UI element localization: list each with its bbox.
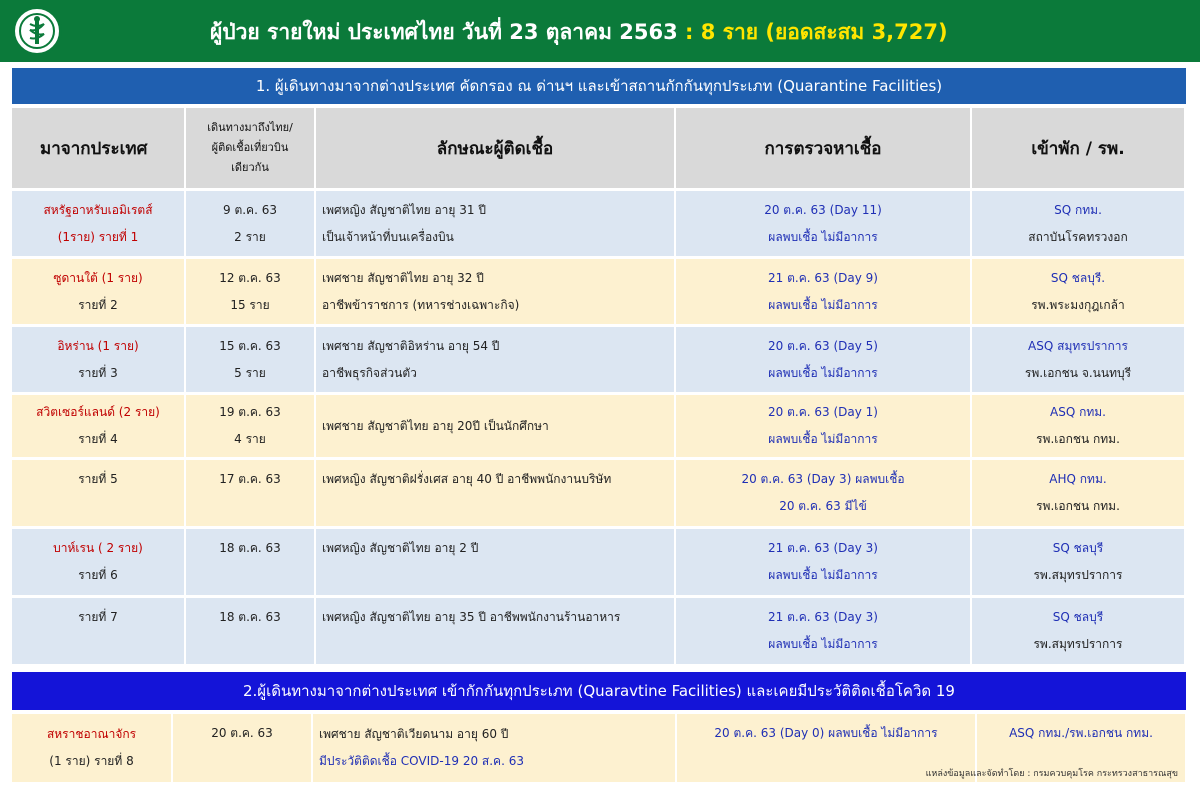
table-row <box>12 460 1186 529</box>
quarantine-site: ASQ สมุทรปราการ <box>1028 338 1128 353</box>
characteristics-line-1: เพศหญิง สัญชาติฝรั่งเศส อายุ 40 ปี อาชีพพนักงานบริษัท <box>322 472 612 486</box>
hospital-name: สถาบันโรคทรวงอก <box>1028 229 1128 244</box>
country-cell <box>12 395 186 460</box>
header-country: มาจากประเทศ <box>12 108 186 191</box>
case-number: (1ราย) รายที่ 1 <box>57 229 139 244</box>
flight-count: 5 ราย <box>234 365 266 380</box>
characteristics-line-2: อาชีพข้าราชการ (ทหารช่างเฉพาะกิจ) <box>322 297 520 312</box>
testing-cell <box>676 598 972 667</box>
characteristics-line-1: เพศชาย สัญชาติเวียดนาม อายุ 60 ปี <box>319 727 509 741</box>
table-row <box>12 598 1186 667</box>
arrival-date: 15 ต.ค. 63 <box>219 338 281 353</box>
section-1-title: 1. ผู้เดินทางมาจากต่างประเทศ คัดกรอง ณ ด่านฯ และเข้าสถานกักกันทุกประเภท (Quarantine Facilities) <box>12 68 1186 104</box>
hospital-name: รพ.เอกชน จ.นนทบุรี <box>1024 365 1132 380</box>
quarantine-site: ASQ กทม. <box>1050 405 1106 419</box>
characteristics-cell <box>316 529 676 598</box>
spacer-line <box>322 493 668 520</box>
country-name: บาห์เรน ( 2 ราย) <box>53 541 143 555</box>
new-cases-table <box>12 108 1186 667</box>
arrival-cell <box>186 191 316 259</box>
characteristics-cell <box>316 598 676 667</box>
case-number: รายที่ 5 <box>78 472 118 486</box>
flight-count: 15 ราย <box>230 297 270 312</box>
flight-count: 4 ราย <box>234 432 266 446</box>
case-number: รายที่ 4 <box>78 432 118 446</box>
testing-cell <box>676 191 972 259</box>
characteristics-line-2: อาชีพธุรกิจส่วนตัว <box>322 365 417 380</box>
header-bar <box>0 0 1200 62</box>
test-date: 21 ต.ค. 63 (Day 9) <box>768 270 878 285</box>
header-travel <box>186 108 316 191</box>
header-hospital: เข้าพัก / รพ. <box>972 108 1186 191</box>
characteristics-line-2: เป็นเจ้าหน้าที่บนเครื่องบิน <box>322 229 454 244</box>
arrival-date: 17 ต.ค. 63 <box>219 472 281 486</box>
arrival-date: 12 ต.ค. 63 <box>219 270 281 285</box>
table-row <box>12 259 1186 327</box>
spacer-line <box>192 631 308 658</box>
quarantine-site: SQ ชลบุรี. <box>1050 270 1106 285</box>
title-date-text: ผู้ป่วย รายใหม่ ประเทศไทย วันที่ 23 ตุลาคม 2563 <box>210 20 678 44</box>
flight-count: 2 ราย <box>234 229 266 244</box>
country-name: สวิตเซอร์แลนด์ (2 ราย) <box>36 405 160 419</box>
test-result: ผลพบเชื้อ ไม่มีอาการ <box>768 297 878 312</box>
case-number: รายที่ 3 <box>78 365 118 380</box>
source-credit: แหล่งข้อมูลและจัดทำโดย : กรมควบคุมโรค กระทรวงสาธารณสุข <box>925 769 1178 779</box>
characteristics-cell <box>316 259 676 327</box>
hospital-name: รพ.สมุทรปราการ <box>1033 568 1123 582</box>
arrival-cell <box>186 327 316 395</box>
hospital-cell <box>972 529 1186 598</box>
table-row <box>12 327 1186 395</box>
hospital-cell <box>972 191 1186 259</box>
test-result: 20 ต.ค. 63 มีไข้ <box>779 499 867 513</box>
country-name: สหรัฐอาหรับเอมิเรตส์ <box>43 202 153 217</box>
hospital-name: รพ.เอกชน กทม. <box>1036 432 1120 446</box>
arrival-date: 18 ต.ค. 63 <box>219 610 281 624</box>
table-row <box>12 395 1186 460</box>
case-number: รายที่ 2 <box>78 297 118 312</box>
spacer-line <box>18 493 178 520</box>
characteristics-cell <box>316 327 676 395</box>
case-number: รายที่ 7 <box>78 610 118 624</box>
section-2-title: 2.ผู้เดินทางมาจากต่างประเทศ เข้ากักกันทุกประเภท (Quaravtine Facilities) และเคยมีประวัติติดเชื้อโควิด 19 <box>12 672 1186 710</box>
spacer-line <box>192 562 308 589</box>
test-date: 21 ต.ค. 63 (Day 3) <box>768 610 878 624</box>
header-characteristics: ลักษณะผู้ติดเชื้อ <box>316 108 676 191</box>
spacer-line <box>18 631 178 658</box>
arrival-cell <box>186 259 316 327</box>
hospital-cell <box>972 460 1186 529</box>
hospital-cell <box>972 598 1186 667</box>
table-header-row <box>12 108 1186 191</box>
country-cell <box>12 460 186 529</box>
characteristics-line-1: เพศหญิง สัญชาติไทย อายุ 35 ปี อาชีพพนักงานร้านอาหาร <box>322 610 621 624</box>
characteristics-line-1: เพศชาย สัญชาติไทย อายุ 20ปี เป็นนักศึกษา <box>322 418 549 433</box>
test-date: 21 ต.ค. 63 (Day 3) <box>768 541 878 555</box>
characteristics-line-1: เพศหญิง สัญชาติไทย อายุ 31 ปี <box>322 202 486 217</box>
header-testing: การตรวจหาเชื้อ <box>676 108 972 191</box>
characteristics-line-1: เพศหญิง สัญชาติไทย อายุ 2 ปี <box>322 541 479 555</box>
quarantine-site: ASQ กทม./รพ.เอกชน กทม. <box>1009 726 1153 740</box>
ministry-logo-icon <box>12 6 62 56</box>
case-number: (1 ราย) รายที่ 8 <box>49 754 134 768</box>
country-cell <box>12 598 186 667</box>
test-date: 20 ต.ค. 63 (Day 3) ผลพบเชื้อ <box>741 472 905 486</box>
test-result: ผลพบเชื้อ ไม่มีอาการ <box>768 365 878 380</box>
hospital-name: รพ.เอกชน กทม. <box>1036 499 1120 513</box>
table-row <box>12 529 1186 598</box>
country-cell <box>12 529 186 598</box>
hospital-name: รพ.พระมงกุฎเกล้า <box>1031 297 1125 312</box>
spacer-line <box>192 493 308 520</box>
characteristics-cell <box>312 714 676 782</box>
arrival-cell <box>186 460 316 529</box>
arrival-date: 18 ต.ค. 63 <box>219 541 281 555</box>
testing-cell <box>676 259 972 327</box>
table-row <box>12 191 1186 259</box>
test-result: ผลพบเชื้อ ไม่มีอาการ <box>768 637 878 651</box>
hospital-name: รพ.สมุทรปราการ <box>1033 637 1123 651</box>
test-result: ผลพบเชื้อ ไม่มีอาการ <box>768 568 878 582</box>
arrival-cell <box>186 529 316 598</box>
spacer-line <box>322 562 668 589</box>
test-result: ผลพบเชื้อ ไม่มีอาการ <box>768 432 878 446</box>
arrival-date: 19 ต.ค. 63 <box>219 405 281 419</box>
testing-cell <box>676 327 972 395</box>
country-cell <box>12 714 172 782</box>
quarantine-site: SQ ชลบุรี <box>1052 541 1104 555</box>
country-cell <box>12 327 186 395</box>
testing-cell <box>676 395 972 460</box>
hospital-cell <box>972 259 1186 327</box>
test-date: 20 ต.ค. 63 (Day 11) <box>764 202 882 217</box>
test-result: 20 ต.ค. 63 (Day 0) ผลพบเชื้อ ไม่มีอาการ <box>714 726 938 740</box>
testing-cell <box>676 460 972 529</box>
hospital-cell <box>972 395 1186 460</box>
test-result: ผลพบเชื้อ ไม่มีอาการ <box>768 229 878 244</box>
country-cell <box>12 191 186 259</box>
arrival-cell <box>186 395 316 460</box>
test-date: 20 ต.ค. 63 (Day 5) <box>768 338 878 353</box>
header-travel-line-2: ผู้ติดเชื้อเที่ยวบิน <box>211 141 289 154</box>
characteristics-line-1: เพศชาย สัญชาติไทย อายุ 32 ปี <box>322 270 484 285</box>
characteristics-line-2: มีประวัติติดเชื้อ COVID-19 20 ส.ค. 63 <box>319 754 524 768</box>
arrival-date: 9 ต.ค. 63 <box>223 202 277 217</box>
country-name: ซูดานใต้ (1 ราย) <box>53 270 143 285</box>
hospital-cell <box>972 327 1186 395</box>
arrival-cell <box>172 714 312 782</box>
testing-cell <box>676 529 972 598</box>
spacer-line <box>322 631 668 658</box>
country-name: อิหร่าน (1 ราย) <box>57 338 139 353</box>
characteristics-cell <box>316 460 676 529</box>
characteristics-line-1: เพศชาย สัญชาติอิหร่าน อายุ 54 ปี <box>322 338 500 353</box>
quarantine-site: SQ กทม. <box>1054 202 1102 217</box>
quarantine-site: SQ ชลบุรี <box>1052 610 1104 624</box>
case-number: รายที่ 6 <box>78 568 118 582</box>
page-title <box>210 16 948 49</box>
header-travel-line-3: เดียวกัน <box>231 161 269 174</box>
header-travel-line-1: เดินทางมาถึงไทย/ <box>207 121 293 134</box>
country-cell <box>12 259 186 327</box>
arrival-date: 20 ต.ค. 63 <box>211 726 273 740</box>
test-date: 20 ต.ค. 63 (Day 1) <box>768 405 878 419</box>
arrival-cell <box>186 598 316 667</box>
country-name: สหราชอาณาจักร <box>46 727 137 741</box>
title-count-text: : 8 ราย (ยอดสะสม 3,727) <box>677 20 948 44</box>
characteristics-cell <box>316 395 676 460</box>
quarantine-site: AHQ กทม. <box>1049 472 1107 486</box>
characteristics-cell <box>316 191 676 259</box>
